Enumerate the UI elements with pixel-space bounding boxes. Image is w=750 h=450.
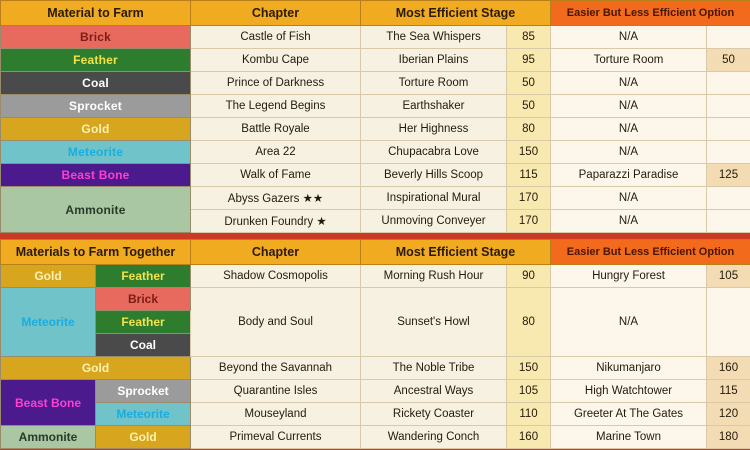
material-swatch-sprocket: Sprocket <box>1 95 191 118</box>
option-value-cell: 50 <box>707 49 750 72</box>
stage-cell: The Noble Tribe <box>361 357 507 380</box>
option-cell: N/A <box>551 141 707 164</box>
stage-value-cell: 105 <box>507 380 551 403</box>
stage-value-cell: 95 <box>507 49 551 72</box>
option-value-cell <box>707 118 750 141</box>
option-cell: Marine Town <box>551 426 707 449</box>
option-value-cell <box>707 187 750 210</box>
chapter-cell: Prince of Darkness <box>191 72 361 95</box>
option-cell: N/A <box>551 187 707 210</box>
option-value-cell: 180 <box>707 426 750 449</box>
chapter-cell: Abyss Gazers ★★ <box>191 187 361 210</box>
chapter-cell: Shadow Cosmopolis <box>191 265 361 288</box>
material-swatch-meteorite: Meteorite <box>1 288 96 357</box>
option-value-cell: 160 <box>707 357 750 380</box>
header-chapter-2: Chapter <box>191 240 361 265</box>
stage-cell: Her Highness <box>361 118 507 141</box>
stage-value-cell: 170 <box>507 187 551 210</box>
stage-value-cell: 50 <box>507 95 551 118</box>
material-swatch-brick: Brick <box>1 26 191 49</box>
option-cell: N/A <box>551 26 707 49</box>
material-swatch-feather: Feather <box>96 265 191 288</box>
option-cell: High Watchtower <box>551 380 707 403</box>
option-cell: N/A <box>551 95 707 118</box>
option-value-cell <box>707 95 750 118</box>
stage-cell: Morning Rush Hour <box>361 265 507 288</box>
table-row <box>1 164 750 187</box>
material-swatch-meteorite: Meteorite <box>96 403 191 426</box>
material-swatch-beast-bone: Beast Bone <box>1 380 96 426</box>
table-row <box>1 380 750 403</box>
material-swatch-beast-bone: Beast Bone <box>1 164 191 187</box>
material-swatch-gold: Gold <box>96 426 191 449</box>
option-value-cell: 125 <box>707 164 750 187</box>
stage-cell: Earthshaker <box>361 95 507 118</box>
chapter-cell: Quarantine Isles <box>191 380 361 403</box>
table-row <box>1 118 750 141</box>
option-value-cell <box>707 210 750 233</box>
header-chapter: Chapter <box>191 1 361 26</box>
table-row <box>1 72 750 95</box>
material-swatch-feather: Feather <box>96 311 191 334</box>
header-most-efficient-stage: Most Efficient Stage <box>361 1 551 26</box>
option-cell: N/A <box>551 288 707 357</box>
chapter-cell: Walk of Fame <box>191 164 361 187</box>
table-row <box>1 288 750 311</box>
header-easier-option-2: Easier But Less Efficient Option <box>551 240 750 265</box>
option-cell: Greeter At The Gates <box>551 403 707 426</box>
header-materials-to-farm-together: Materials to Farm Together <box>1 240 191 265</box>
chapter-cell: Battle Royale <box>191 118 361 141</box>
material-swatch-coal: Coal <box>96 334 191 357</box>
material-swatch-gold: Gold <box>1 357 191 380</box>
chapter-cell: Beyond the Savannah <box>191 357 361 380</box>
option-value-cell: 120 <box>707 403 750 426</box>
table-row <box>1 426 750 449</box>
stage-value-cell: 85 <box>507 26 551 49</box>
stage-value-cell: 150 <box>507 357 551 380</box>
stage-value-cell: 50 <box>507 72 551 95</box>
chapter-cell: The Legend Begins <box>191 95 361 118</box>
stage-cell: Chupacabra Love <box>361 141 507 164</box>
stage-value-cell: 170 <box>507 210 551 233</box>
material-swatch-brick: Brick <box>96 288 191 311</box>
material-swatch-feather: Feather <box>1 49 191 72</box>
option-value-cell <box>707 26 750 49</box>
section2-table <box>0 239 750 449</box>
stage-cell: The Sea Whispers <box>361 26 507 49</box>
chapter-cell: Mouseyland <box>191 403 361 426</box>
stage-value-cell: 90 <box>507 265 551 288</box>
material-swatch-gold: Gold <box>1 265 96 288</box>
option-cell: Hungry Forest <box>551 265 707 288</box>
option-cell: Paparazzi Paradise <box>551 164 707 187</box>
table-row <box>1 357 750 380</box>
chapter-cell: Body and Soul <box>191 288 361 357</box>
chapter-cell: Primeval Currents <box>191 426 361 449</box>
table-row <box>1 95 750 118</box>
option-value-cell <box>707 288 750 357</box>
stage-cell: Wandering Conch <box>361 426 507 449</box>
option-cell: Torture Room <box>551 49 707 72</box>
material-swatch-sprocket: Sprocket <box>96 380 191 403</box>
option-cell: N/A <box>551 210 707 233</box>
material-swatch-ammonite: Ammonite <box>1 426 96 449</box>
stage-value-cell: 115 <box>507 164 551 187</box>
stage-cell: Ancestral Ways <box>361 380 507 403</box>
table-row <box>1 187 750 210</box>
stage-cell: Beverly Hills Scoop <box>361 164 507 187</box>
table-row <box>1 49 750 72</box>
header-material-to-farm: Material to Farm <box>1 1 191 26</box>
material-swatch-coal: Coal <box>1 72 191 95</box>
stage-cell: Sunset's Howl <box>361 288 507 357</box>
material-swatch-meteorite: Meteorite <box>1 141 191 164</box>
material-swatch-ammonite: Ammonite <box>1 187 191 233</box>
stage-cell: Unmoving Conveyer <box>361 210 507 233</box>
option-value-cell: 105 <box>707 265 750 288</box>
chapter-cell: Area 22 <box>191 141 361 164</box>
table-row <box>1 265 750 288</box>
stage-cell: Rickety Coaster <box>361 403 507 426</box>
option-value-cell <box>707 72 750 95</box>
header-most-efficient-stage-2: Most Efficient Stage <box>361 240 551 265</box>
header-easier-option: Easier But Less Efficient Option <box>551 1 750 26</box>
section2-header-row <box>1 240 750 265</box>
stage-value-cell: 110 <box>507 403 551 426</box>
option-cell: N/A <box>551 72 707 95</box>
stage-value-cell: 80 <box>507 288 551 357</box>
material-swatch-gold: Gold <box>1 118 191 141</box>
section1-header-row <box>1 1 750 26</box>
table-row <box>1 26 750 49</box>
stage-value-cell: 80 <box>507 118 551 141</box>
stage-value-cell: 160 <box>507 426 551 449</box>
stage-cell: Torture Room <box>361 72 507 95</box>
chapter-cell: Drunken Foundry ★ <box>191 210 361 233</box>
chapter-cell: Castle of Fish <box>191 26 361 49</box>
table-row <box>1 141 750 164</box>
chapter-cell: Kombu Cape <box>191 49 361 72</box>
option-cell: N/A <box>551 118 707 141</box>
option-value-cell <box>707 141 750 164</box>
table-row <box>1 403 750 426</box>
stage-cell: Inspirational Mural <box>361 187 507 210</box>
option-value-cell: 115 <box>707 380 750 403</box>
option-cell: Nikumanjaro <box>551 357 707 380</box>
stage-cell: Iberian Plains <box>361 49 507 72</box>
stage-value-cell: 150 <box>507 141 551 164</box>
